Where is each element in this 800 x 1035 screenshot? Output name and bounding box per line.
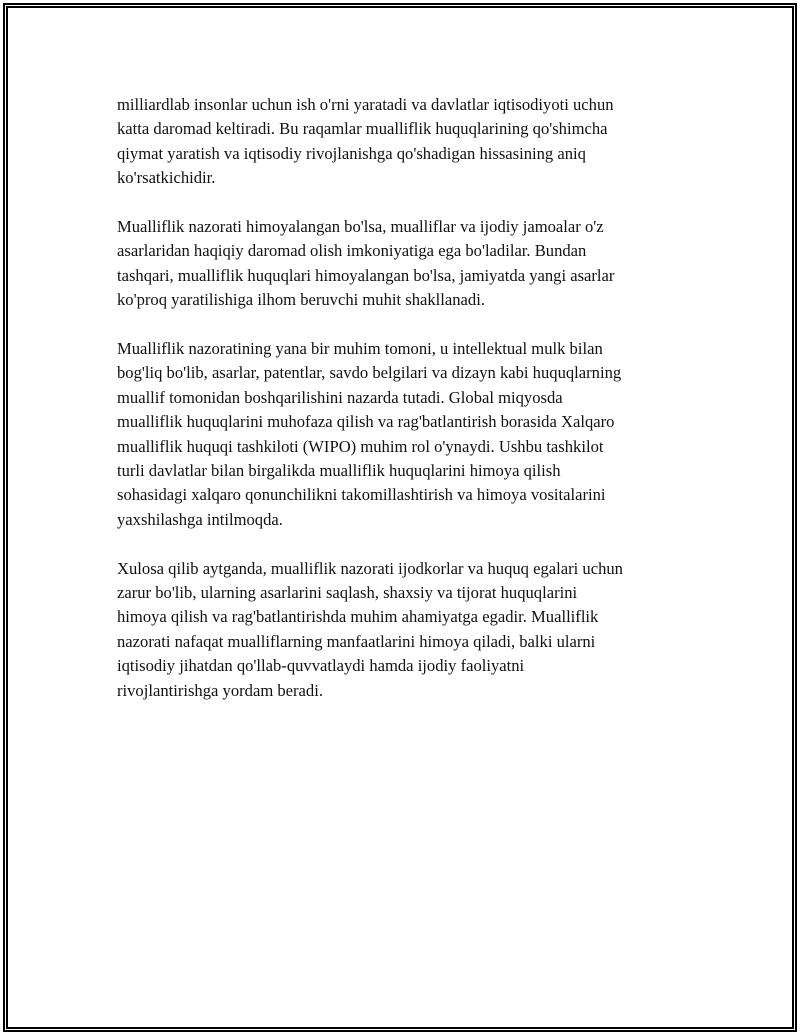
text-line: mualliflik huquqi tashkiloti (WIPO) muhim rol o'ynaydi. Ushbu tashkilot [117, 436, 604, 456]
text-line: sohasidagi xalqaro qonunchilikni takomillashtirish va himoya vositalarini [117, 485, 606, 505]
paragraph-2 [117, 215, 687, 313]
text-line: qiymat yaratish va iqtisodiy rivojlanishga qo'shadigan hissasining aniq [117, 143, 586, 163]
text-line: himoya qilish va rag'batlantirishda muhim ahamiyatga egadir. Mualliflik [117, 607, 599, 627]
paragraph-1 [117, 93, 687, 191]
text-line: nazorati nafaqat mualliflarning manfaatlarini himoya qiladi, balki ularni [117, 631, 596, 651]
text-line: mualliflik huquqlarini muhofaza qilish va rag'batlantirish borasida Xalqaro [117, 412, 615, 432]
text-line: katta daromad keltiradi. Bu raqamlar mualliflik huquqlarining qo'shimcha [117, 119, 608, 139]
text-line: milliardlab insonlar uchun ish o'rni yaratadi va davlatlar iqtisodiyoti uchun [117, 95, 614, 114]
paragraph-4 [117, 557, 687, 703]
text-line: Mualliflik nazoratining yana bir muhim tomoni, u intellektual mulk bilan [117, 339, 603, 359]
text-line: tashqari, mualliflik huquqlari himoyalangan bo'lsa, jamiyatda yangi asarlar [117, 265, 615, 285]
text-line: Xulosa qilib aytganda, mualliflik nazorati ijodkorlar va huquq egalari uchun [117, 558, 623, 578]
text-line: iqtisodiy jihatdan qo'llab-quvvatlaydi hamda ijodiy faoliyatni [117, 656, 525, 676]
text-line: asarlaridan haqiqiy daromad olish imkoniyatiga ega bo'ladilar. Bundan [117, 241, 587, 261]
text-line: muallif tomonidan boshqarilishini nazarda tutadi. Global miqyosda [117, 387, 563, 407]
text-line: ko'rsatkichidir. [117, 168, 216, 188]
text-line: turli davlatlar bilan birgalikda mualliflik huquqlarini himoya qilish [117, 461, 561, 481]
text-line: rivojlantirishga yordam beradi. [117, 680, 323, 700]
text-line: yaxshilashga intilmoqda. [117, 509, 283, 529]
text-line: ko'proq yaratilishiga ilhom beruvchi muhit shakllanadi. [117, 290, 485, 310]
text-line: bog'liq bo'lib, asarlar, patentlar, savdo belgilari va dizayn kabi huquqlarning [117, 363, 622, 383]
text-line: Mualliflik nazorati himoyalangan bo'lsa, mualliflar va ijodiy jamoalar o'z [117, 217, 604, 237]
document-body [117, 93, 687, 728]
paragraph-3 [117, 337, 687, 532]
text-line: zarur bo'lib, ularning asarlarini saqlash, shaxsiy va tijorat huquqlarini [117, 583, 578, 603]
